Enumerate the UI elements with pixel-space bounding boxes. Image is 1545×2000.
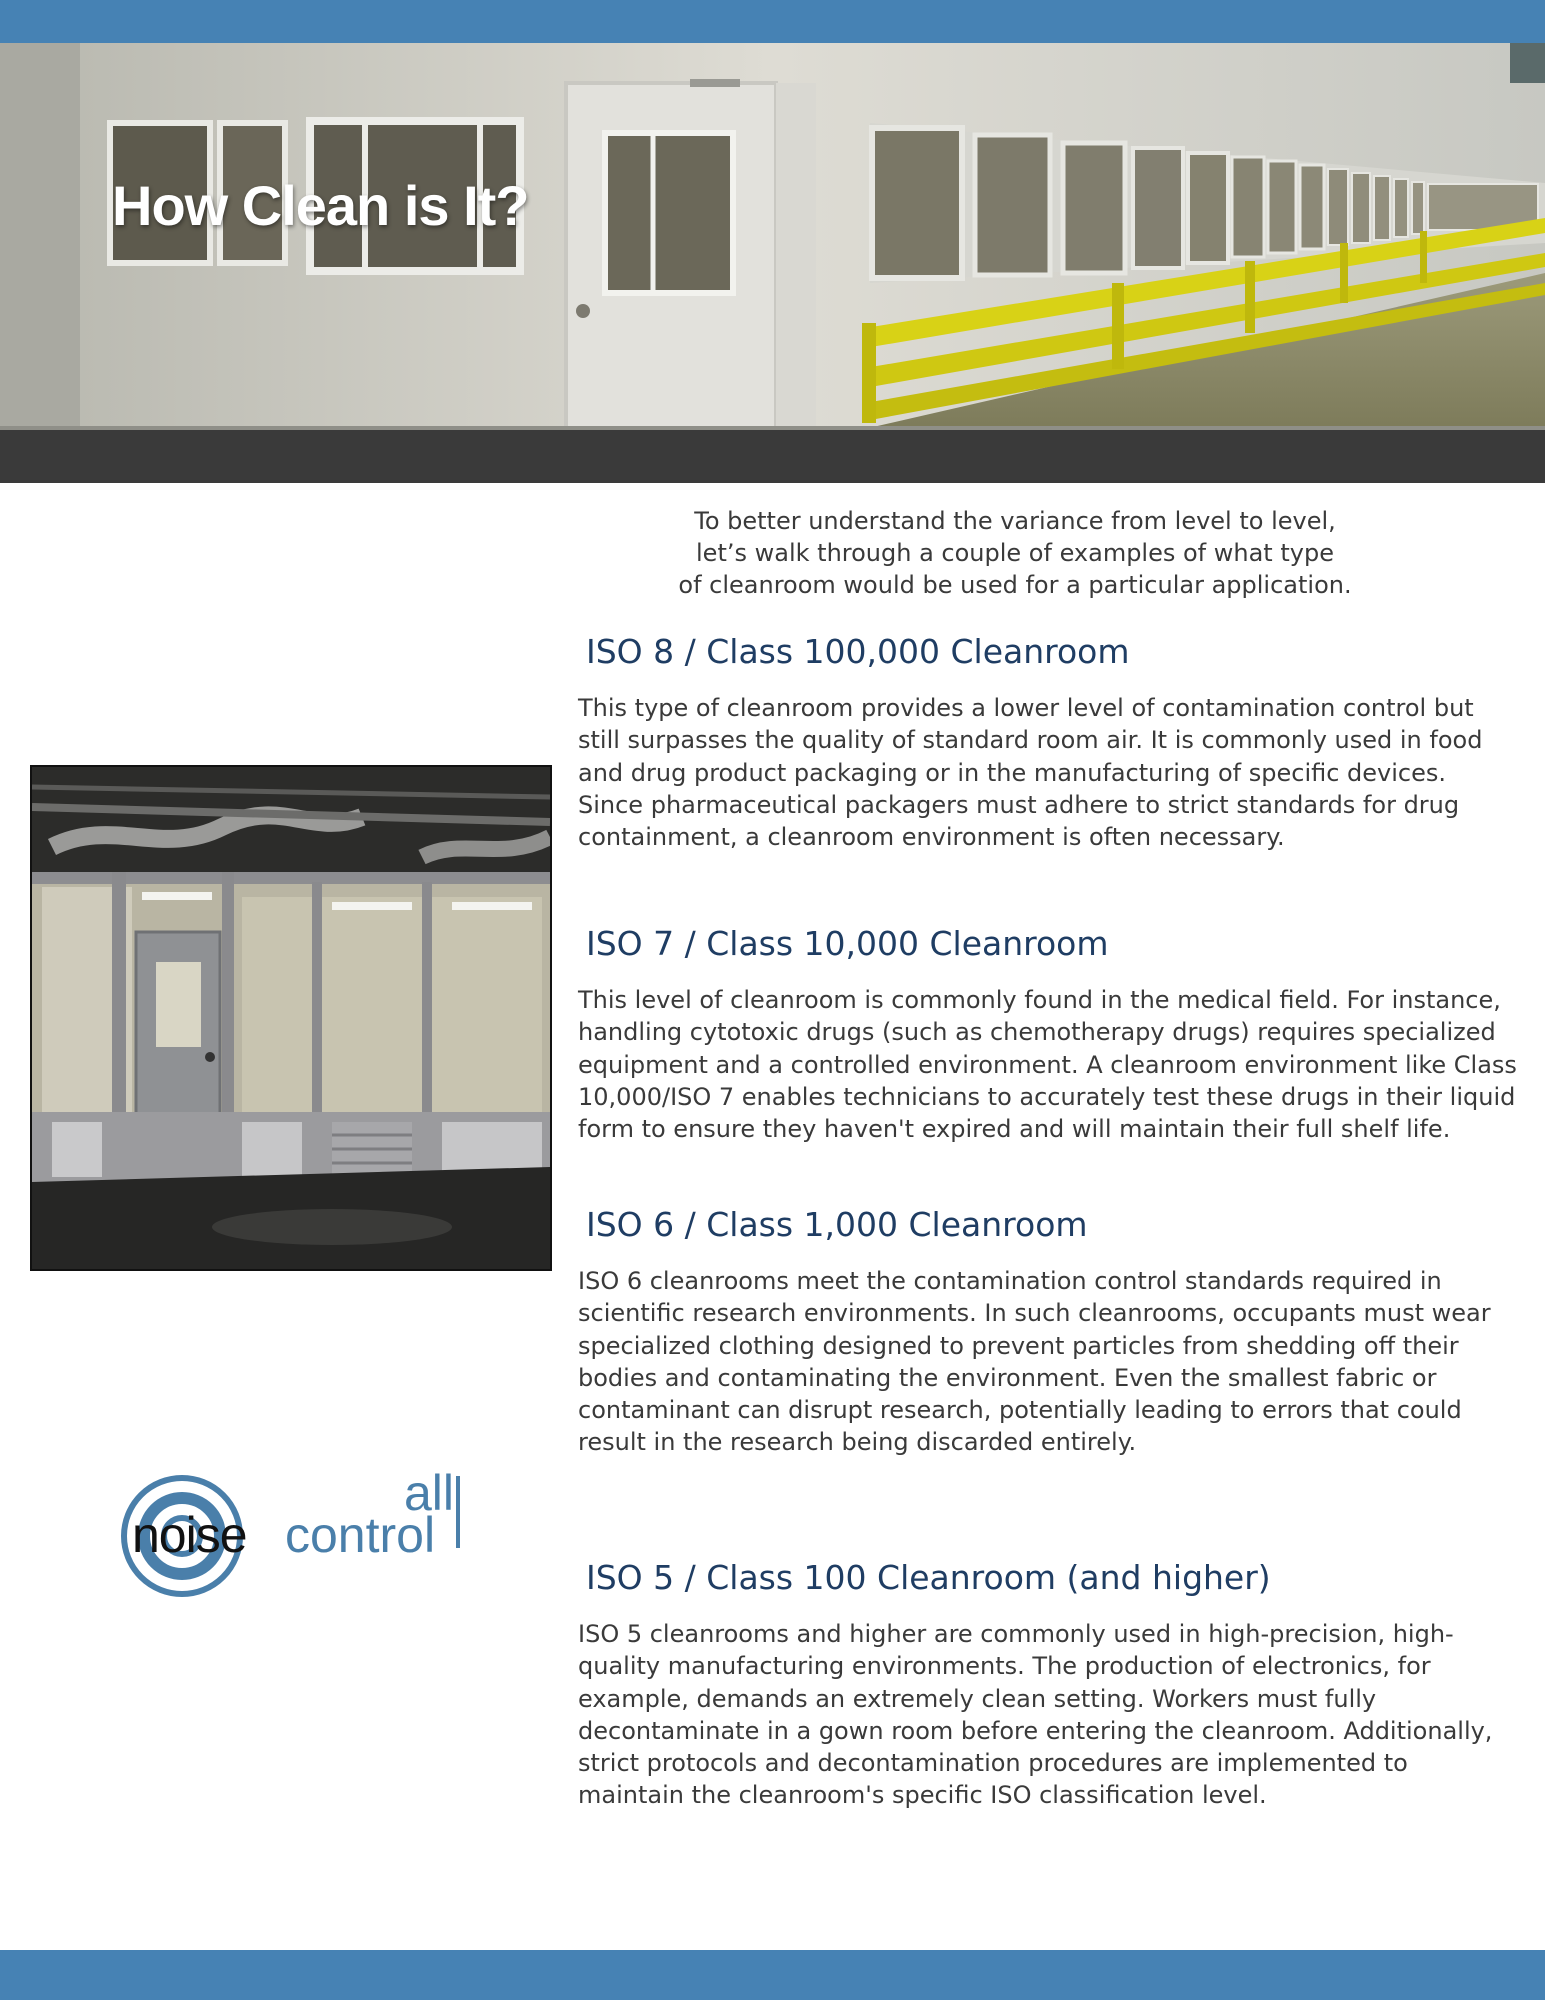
section-heading: ISO 8 / Class 100,000 Cleanroom [586, 632, 1130, 671]
logo-word-all: all [404, 1465, 455, 1521]
section-body: ISO 5 cleanrooms and higher are commonly used in high-precision, high-quality manufacturing environments. The production of electronics, for example, demands an extremely clean setting. Workers must fully decontaminate in a gown room before entering the cleanroom. Additionally, strict protocols and decontamination procedures are implemented to maintain the cleanroom's specific ISO classification level. [578, 1620, 1493, 1810]
section-iso6 [578, 1205, 1518, 1459]
intro-line: of cleanroom would be used for a particular application. [678, 571, 1352, 599]
top-accent-bar [0, 0, 1545, 43]
section-body: This type of cleanroom provides a lower level of contamination control but still surpasses the quality of standard room air. It is commonly used in food and drug product packaging or in the manufacturing of specific devices. Since pharmaceutical packagers must adhere to strict standards for drug containment, a cleanroom environment is often necessary. [578, 694, 1483, 852]
bottom-accent-bar [0, 1950, 1545, 2000]
section-heading: ISO 6 / Class 1,000 Cleanroom [586, 1205, 1088, 1244]
section-body: ISO 6 cleanrooms meet the contamination control standards required in scientific research environments. In such cleanrooms, occupants must wear specialized clothing designed to prevent particles from shedding off their bodies and contaminating the environment. Even the smallest fabric or contaminant can disrupt research, potentially leading to errors that could result in the research being discarded entirely. [578, 1267, 1491, 1457]
section-heading: ISO 7 / Class 10,000 Cleanroom [586, 924, 1109, 963]
intro-text [610, 505, 1420, 601]
cleanroom-interior-photo [30, 765, 552, 1271]
intro-line: let’s walk through a couple of examples of what type [696, 539, 1334, 567]
hero-banner [0, 43, 1545, 430]
logo-word-control: control [285, 1507, 436, 1563]
section-iso8 [578, 632, 1518, 853]
company-logo [118, 1465, 468, 1600]
intro-line: To better understand the variance from level to level, [694, 507, 1336, 535]
section-body: This level of cleanroom is commonly found in the medical field. For instance, handling cytotoxic drugs (such as chemotherapy drugs) requires specialized equipment and a controlled environment. A cleanroom environment like Class 10,000/ISO 7 enables technicians to accurately test these drugs in their liquid form to ensure they haven't expired and will maintain their full shelf life. [578, 986, 1517, 1144]
section-iso5 [578, 1558, 1518, 1812]
logo-word-noise: noise [132, 1507, 247, 1563]
header-dark-band [0, 430, 1545, 483]
section-heading: ISO 5 / Class 100 Cleanroom (and higher) [586, 1558, 1271, 1597]
page-title: How Clean is It? [112, 174, 529, 237]
section-iso7 [578, 924, 1518, 1145]
